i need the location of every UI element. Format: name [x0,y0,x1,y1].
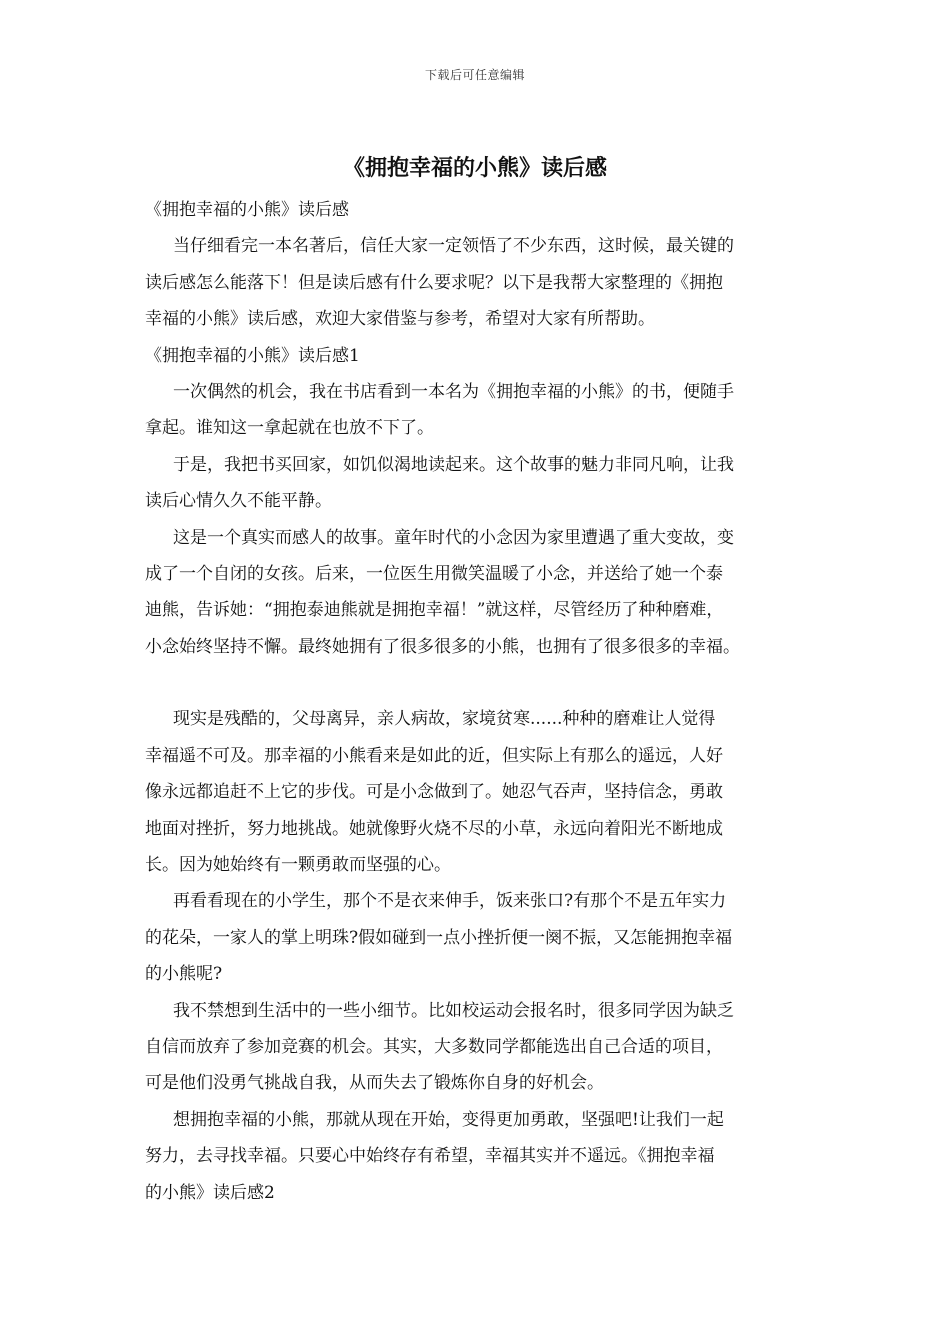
text-line: 幸福的小熊》读后感，欢迎大家借鉴与参考，希望对大家有所帮助。 [145,309,655,330]
document-body [145,192,805,1211]
document-title: 《拥抱幸福的小熊》读后感 [342,155,607,181]
text-line: 一次偶然的机会，我在书店看到一本名为《拥抱幸福的小熊》的书，便随手 [173,381,734,402]
blank-line [145,665,805,701]
text-line: 的花朵，一家人的掌上明珠?假如碰到一点小挫折便一阕不振，又怎能拥抱幸福 [145,927,733,948]
text-line: 小念始终坚持不懈。最终她拥有了很多很多的小熊，也拥有了很多很多的幸福。 [145,636,740,657]
text-line: 拿起。谁知这一拿起就在也放不下了。 [145,418,434,439]
text-line: 成了一个自闭的女孩。后来，一位医生用微笑温暖了小念，并送给了她一个泰 [145,563,723,584]
text-line: 幸福遥不可及。那幸福的小熊看来是如此的近，但实际上有那么的遥远，人好 [145,745,723,766]
text-line: 现实是残酷的，父母离异，亲人病故，家境贫寒......种种的磨难让人觉得 [173,709,716,730]
text-line: 这是一个真实而感人的故事。童年时代的小念因为家里遭遇了重大变故，变 [173,527,734,548]
text-line: 像永远都追赶不上它的步伐。可是小念做到了。她忍气吞声，坚持信念，勇敢 [145,782,723,803]
text-line: 努力，去寻找幸福。只要心中始终存有希望，幸福其实并不遥远。《拥抱幸福 [145,1146,715,1167]
header-note: 下载后可任意编辑 [424,68,525,82]
text-line: 《拥抱幸福的小熊》读后感 [145,200,349,220]
text-line: 自信而放弃了参加竞赛的机会。其实，大多数同学都能选出自己合适的项目， [145,1036,723,1057]
text-line: 地面对挫折，努力地挑战。她就像野火烧不尽的小草，永远向着阳光不断地成 [145,818,723,839]
text-line: 读后感怎么能落下！但是读后感有什么要求呢？以下是我帮大家整理的《拥抱 [145,272,723,293]
text-line: 可是他们没勇气挑战自我，从而失去了锻炼你自身的好机会。 [145,1073,604,1094]
text-line: 想拥抱幸福的小熊，那就从现在开始，变得更加勇敢，坚强吧!让我们一起 [173,1109,724,1130]
text-line: 再看看现在的小学生，那个不是衣来伸手，饭来张口?有那个不是五年实力 [173,891,727,912]
text-line: 迪熊，告诉她：“拥抱泰迪熊就是拥抱幸福！”就这样，尽管经历了种种磨难， [145,600,724,621]
text-line: 的小熊呢? [145,964,223,985]
text-line: 的小熊》读后感2 [145,1182,275,1203]
text-line: 长。因为她始终有一颗勇敢而坚强的心。 [145,855,451,876]
text-line: 当仔细看完一本名著后，信任大家一定领悟了不少东西，这时候，最关键的 [173,236,734,257]
text-line: 我不禁想到生活中的一些小细节。比如校运动会报名时，很多同学因为缺乏 [173,1000,734,1021]
text-line: 于是，我把书买回家，如饥似渴地读起来。这个故事的魅力非同凡响，让我 [173,454,734,475]
text-line: 读后心情久久不能平静。 [145,491,332,512]
text-line: 《拥抱幸福的小熊》读后感1 [145,345,360,366]
